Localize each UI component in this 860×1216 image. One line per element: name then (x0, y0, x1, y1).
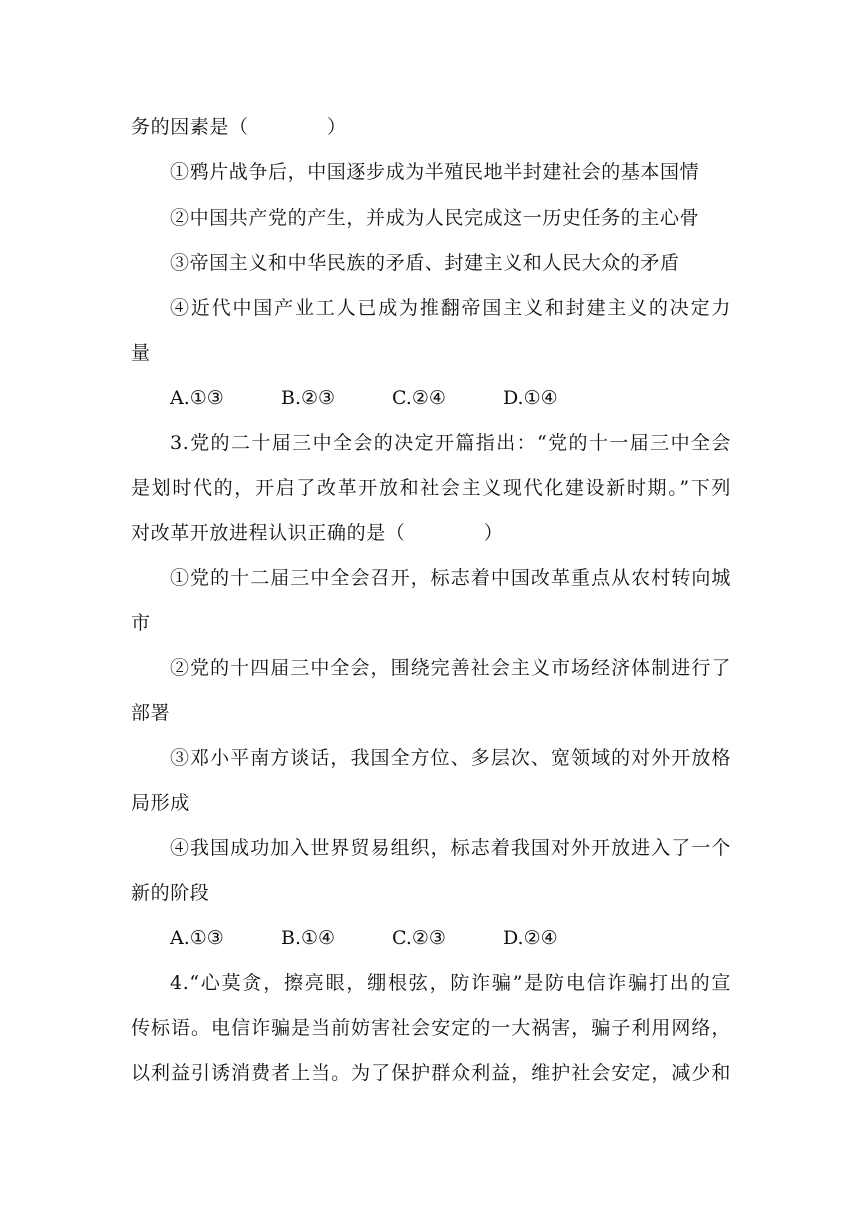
q3-item-3-line1: ③邓小平南方谈话，我国全方位、多层次、宽领域的对外开放格 (170, 747, 731, 769)
q3-option-a[interactable]: A.①③ (170, 927, 224, 949)
q3-item-4-line1: ④我国成功加入世界贸易组织，标志着我国对外开放进入了一个 (170, 837, 731, 859)
q3-stem-line1: 3.党的二十届三中全会的决定开篇指出：“党的十一届三中全会 (170, 432, 731, 454)
q2-option-d[interactable]: D.①④ (503, 387, 558, 409)
q3-item-2-line1: ②党的十四届三中全会，围绕完善社会主义市场经济体制进行了 (170, 657, 731, 679)
q2-stem-tail: 务的因素是（ ） (131, 116, 347, 138)
q4-stem-line2: 传标语。电信诈骗是当前妨害社会安定的一大祸害，骗子利用网络， (131, 1017, 731, 1039)
q3-item-1-line1: ①党的十二届三中全会召开，标志着中国改革重点从农村转向城 (170, 567, 731, 589)
q2-option-a[interactable]: A.①③ (170, 387, 224, 409)
q2-item-4-line2: 量 (131, 342, 151, 364)
q3-item-1-line2: 市 (131, 612, 151, 634)
q4-stem-line3: 以利益引诱消费者上当。为了保护群众利益，维护社会安定，减少和 (131, 1062, 731, 1084)
q2-option-b[interactable]: B.②③ (281, 387, 336, 409)
q3-stem-line2: 是划时代的，开启了改革开放和社会主义现代化建设新时期。”下列 (131, 477, 731, 499)
q2-item-4-line1: ④近代中国产业工人已成为推翻帝国主义和封建主义的决定力 (170, 297, 731, 319)
q3-option-b[interactable]: B.①④ (281, 927, 336, 949)
q3-stem-line3: 对改革开放进程认识正确的是（ ） (131, 522, 504, 544)
q3-option-d[interactable]: D.②④ (503, 927, 558, 949)
q3-item-4-line2: 新的阶段 (131, 882, 210, 904)
q3-item-3-line2: 局形成 (131, 792, 190, 814)
q2-item-1: ①鸦片战争后，中国逐步成为半殖民地半封建社会的基本国情 (170, 161, 700, 183)
q3-item-2-line2: 部署 (131, 702, 171, 724)
q3-option-c[interactable]: C.②③ (392, 927, 446, 949)
q4-stem-line1: 4.“心莫贪，擦亮眼，绷根弦，防诈骗”是防电信诈骗打出的宣 (170, 972, 731, 994)
q2-item-3: ③帝国主义和中华民族的矛盾、封建主义和人民大众的矛盾 (170, 252, 680, 274)
q2-item-2: ②中国共产党的产生，并成为人民完成这一历史任务的主心骨 (170, 207, 700, 229)
q2-option-c[interactable]: C.②④ (392, 387, 446, 409)
